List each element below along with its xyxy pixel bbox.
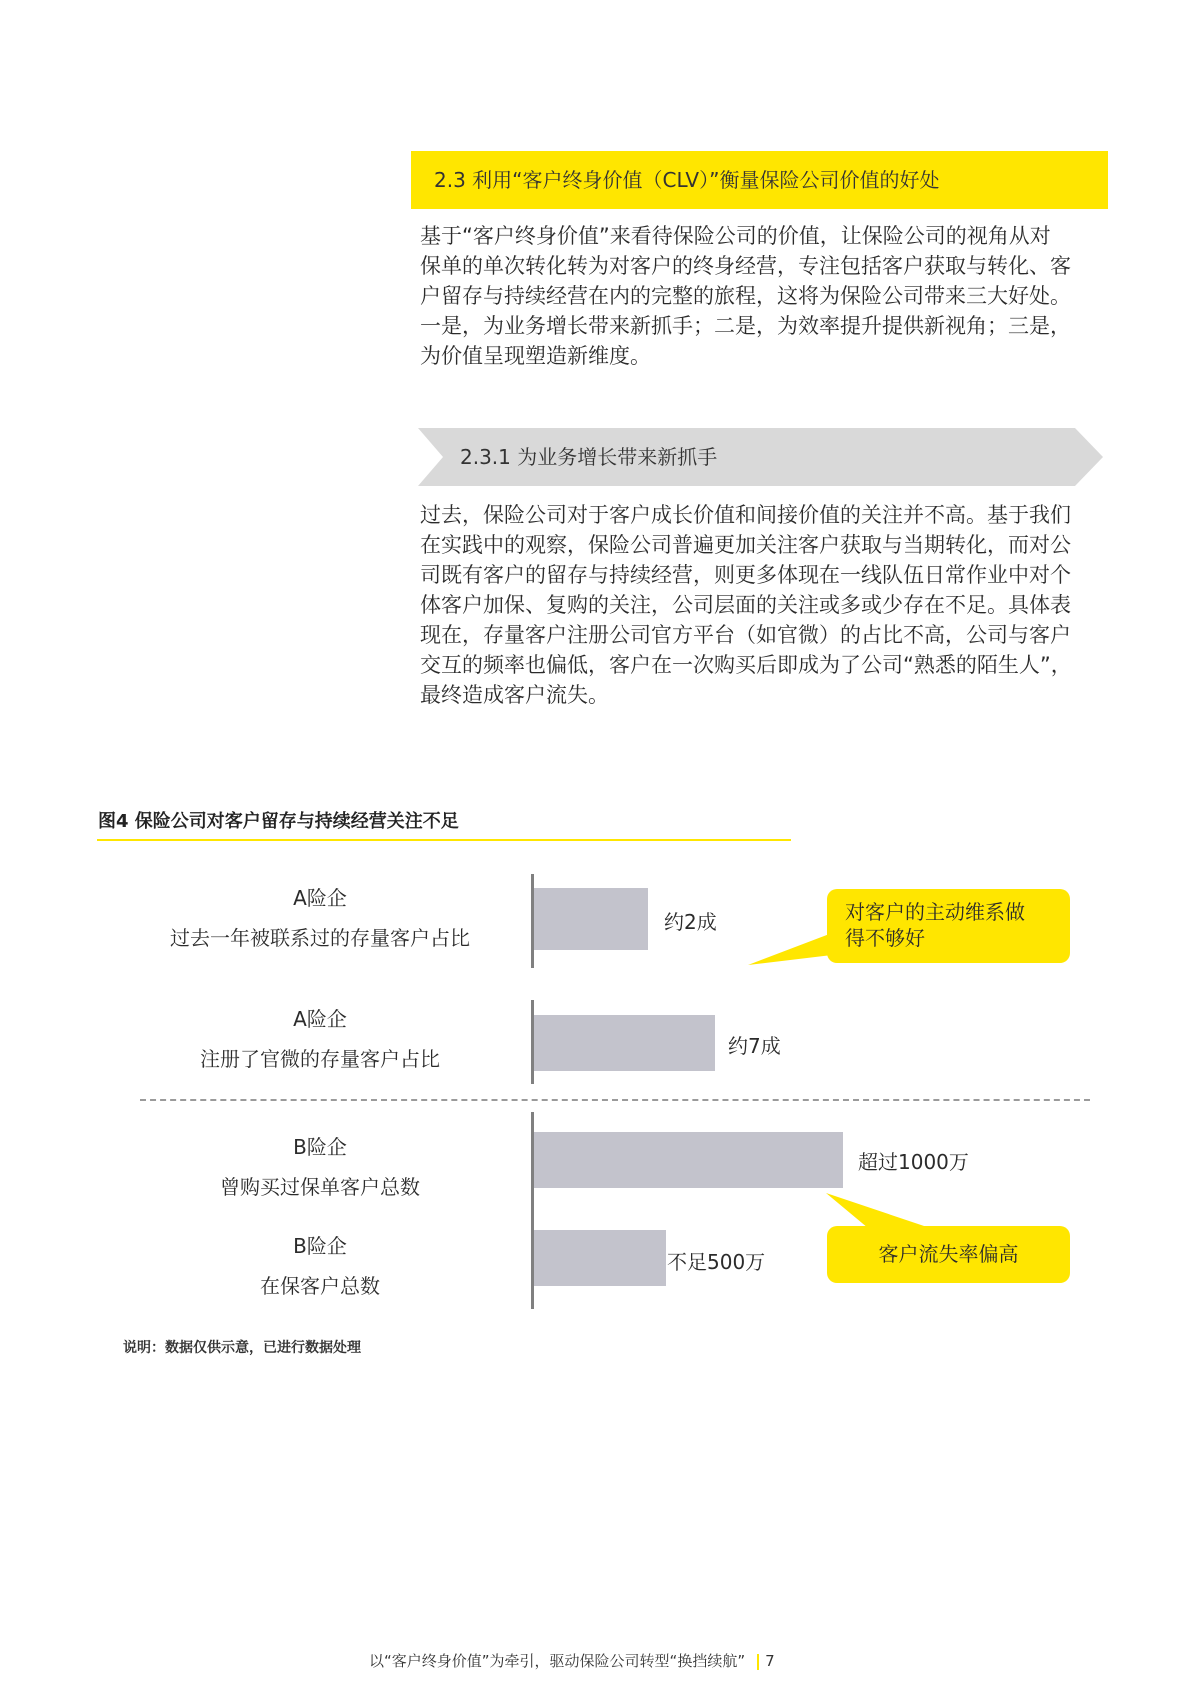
row-company-label: A险企: [293, 886, 347, 910]
paragraph-line: 户留存与持续经营在内的完整的旅程，这将为保险公司带来三大好处。: [420, 284, 1071, 308]
bar-value-label: 约2成: [664, 910, 717, 934]
figure-title: 图4 保险公司对客户留存与持续经营关注不足: [98, 811, 459, 832]
row-metric-label: 曾购买过保单客户总数: [220, 1175, 420, 1199]
row-company-label: A险企: [293, 1007, 347, 1031]
paragraph-line: 为价值呈现塑造新维度。: [420, 344, 651, 368]
row-metric-label: 过去一年被联系过的存量客户占比: [170, 926, 470, 950]
paragraph-line: 司既有客户的留存与持续经营，则更多体现在一线队伍日常作业中对个: [420, 563, 1071, 587]
paragraph-line: 基于“客户终身价值”来看待保险公司的价值，让保险公司的视角从对: [420, 224, 1051, 248]
bar-a-registered: [534, 1015, 715, 1071]
row-company-label: B险企: [293, 1234, 347, 1258]
subsection-heading: 2.3.1 为业务增长带来新抓手: [460, 445, 718, 469]
row-metric-label: 在保客户总数: [260, 1274, 380, 1298]
page-number: 7: [765, 1652, 775, 1670]
bar-a-contacted: [534, 888, 648, 950]
section-heading: 2.3 利用“客户终身价值（CLV）”衡量保险公司价值的好处: [434, 168, 940, 192]
paragraph-line: 交互的频率也偏低，客户在一次购买后即成为了公司“熟悉的陌生人”，: [420, 653, 1072, 677]
callout-text: 客户流失率偏高: [878, 1242, 1019, 1266]
page-footer: [369, 1650, 775, 1671]
bar-value-label: 不足500万: [667, 1250, 766, 1274]
callout-churn: [827, 1226, 1070, 1283]
section-heading-bar: [411, 151, 1108, 209]
figure-title-rule: [97, 839, 791, 841]
paragraph-line: 体客户加保、复购的关注，公司层面的关注或多或少存在不足。具体表: [420, 593, 1071, 617]
bar-value-label: 约7成: [728, 1034, 781, 1058]
paragraph-line: 在实践中的观察，保险公司普遍更加关注客户获取与当期转化，而对公: [420, 533, 1071, 557]
footer-text: 以“客户终身价值”为牵引，驱动保险公司转型“换挡续航”: [369, 1652, 746, 1670]
row-metric-label: 注册了官微的存量客户占比: [200, 1047, 440, 1071]
figure-note: 说明：数据仅供示意，已进行数据处理: [123, 1340, 361, 1356]
section-paragraph: [420, 221, 1120, 371]
paragraph-line: 保单的单次转化转为对客户的终身经营，专注包括客户获取与转化、客: [420, 254, 1071, 278]
callout-text: 得不够好: [845, 926, 925, 950]
paragraph-line: 现在，存量客户注册公司官方平台（如官微）的占比不高，公司与客户: [420, 623, 1071, 647]
bar-value-label: 超过1000万: [858, 1150, 969, 1174]
callout-retention: [827, 889, 1070, 963]
callout-tail: [740, 925, 840, 975]
paragraph-line: 最终造成客户流失。: [420, 683, 609, 707]
callout-tail: [820, 1188, 940, 1230]
row-company-label: B险企: [293, 1135, 347, 1159]
subsection-paragraph: [420, 500, 1120, 710]
bar-b-ever-purchased: [534, 1132, 843, 1188]
subsection-heading-banner: [418, 428, 1103, 486]
paragraph-line: 一是，为业务增长带来新抓手；二是，为效率提升提供新视角；三是，: [420, 314, 1071, 338]
paragraph-line: 过去，保险公司对于客户成长价值和间接价值的关注并不高。基于我们: [420, 503, 1071, 527]
footer-divider: [757, 1654, 759, 1670]
bar-b-in-force: [534, 1230, 666, 1286]
group-divider: [140, 1099, 1090, 1101]
callout-text: 对客户的主动维系做: [845, 900, 1025, 924]
